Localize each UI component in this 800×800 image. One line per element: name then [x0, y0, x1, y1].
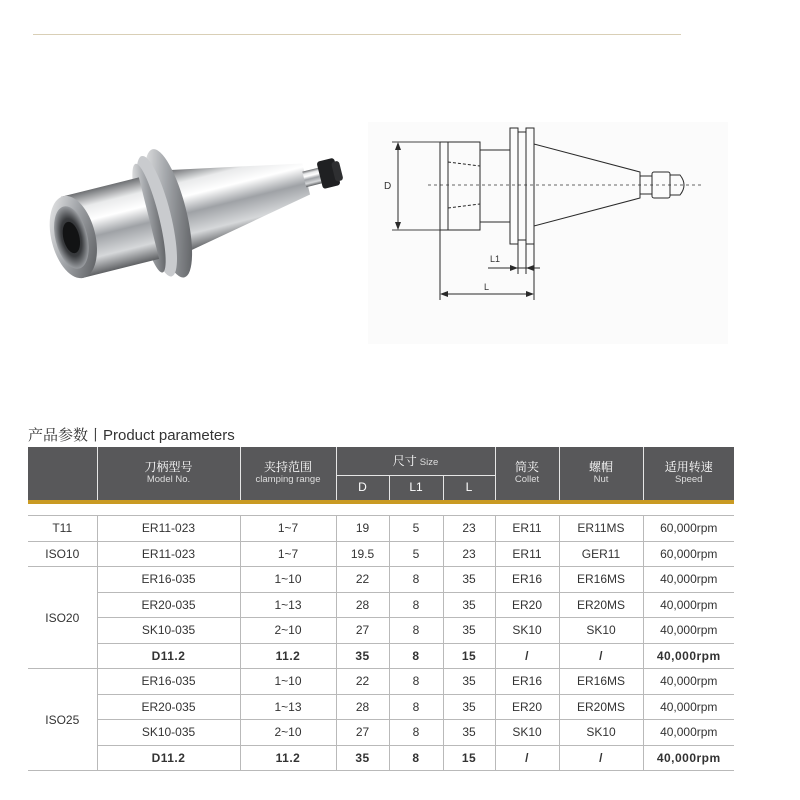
header-clamping-range: 夹持范围 clamping range — [240, 447, 336, 500]
collet-cell: ER11 — [495, 516, 559, 542]
tool-holder-photo — [28, 98, 356, 294]
header-l1: L1 — [389, 476, 443, 501]
l-cell: 35 — [443, 720, 495, 746]
l1-cell: 8 — [389, 669, 443, 695]
d-cell: 28 — [336, 592, 389, 618]
clamping-range-cell: 1~7 — [240, 541, 336, 567]
l1-cell: 8 — [389, 694, 443, 720]
drawing-svg — [368, 122, 728, 344]
table-row — [28, 541, 734, 567]
header-d: D — [336, 476, 389, 501]
header-model: 刀柄型号 Model No. — [97, 447, 240, 500]
model-cell: ER11-023 — [97, 516, 240, 542]
speed-cell: 60,000rpm — [643, 541, 734, 567]
model-cell: SK10-035 — [97, 720, 240, 746]
speed-cell: 40,000rpm — [643, 745, 734, 771]
l-cell: 35 — [443, 592, 495, 618]
model-cell: ER20-035 — [97, 592, 240, 618]
nut-cell: ER16MS — [559, 567, 643, 593]
d-cell: 35 — [336, 643, 389, 669]
speed-cell: 40,000rpm — [643, 618, 734, 644]
header-nut: 螺帽 Nut — [559, 447, 643, 500]
table-row — [28, 694, 734, 720]
speed-cell: 60,000rpm — [643, 516, 734, 542]
d-cell: 27 — [336, 618, 389, 644]
l1-cell: 8 — [389, 592, 443, 618]
l1-cell: 8 — [389, 567, 443, 593]
speed-cell: 40,000rpm — [643, 694, 734, 720]
collet-cell: ER16 — [495, 567, 559, 593]
nut-cell: / — [559, 745, 643, 771]
l1-cell: 8 — [389, 643, 443, 669]
group-name-cell: ISO20 — [28, 567, 97, 669]
nut-cell: ER11MS — [559, 516, 643, 542]
collet-cell: ER20 — [495, 694, 559, 720]
table-row — [28, 567, 734, 593]
speed-cell: 40,000rpm — [643, 643, 734, 669]
speed-cell: 40,000rpm — [643, 669, 734, 695]
collet-cell: ER11 — [495, 541, 559, 567]
l1-cell: 8 — [389, 720, 443, 746]
d-cell: 35 — [336, 745, 389, 771]
header-gap — [28, 504, 734, 516]
nut-cell: ER20MS — [559, 592, 643, 618]
l-cell: 35 — [443, 694, 495, 720]
collet-cell: SK10 — [495, 720, 559, 746]
clamping-range-cell: 1~13 — [240, 592, 336, 618]
nut-cell: / — [559, 643, 643, 669]
l-cell: 35 — [443, 618, 495, 644]
collet-cell: SK10 — [495, 618, 559, 644]
header-collet: 筒夹 Collet — [495, 447, 559, 500]
model-cell: D11.2 — [97, 643, 240, 669]
dim-d-label: D — [384, 181, 392, 192]
collet-cell: ER16 — [495, 669, 559, 695]
nut-cell: GER11 — [559, 541, 643, 567]
section-title: 产品参数丨Product parameters — [28, 427, 235, 444]
table-row — [28, 592, 734, 618]
clamping-range-cell: 1~7 — [240, 516, 336, 542]
l-cell: 35 — [443, 567, 495, 593]
model-cell: SK10-035 — [97, 618, 240, 644]
product-parameters-table — [28, 447, 734, 771]
d-cell: 19.5 — [336, 541, 389, 567]
header-l: L — [443, 476, 495, 501]
clamping-range-cell: 11.2 — [240, 643, 336, 669]
clamping-range-cell: 2~10 — [240, 618, 336, 644]
l1-cell: 5 — [389, 516, 443, 542]
nut-cell: ER20MS — [559, 694, 643, 720]
clamping-range-cell: 1~13 — [240, 694, 336, 720]
collet-cell: / — [495, 745, 559, 771]
speed-cell: 40,000rpm — [643, 567, 734, 593]
l-cell: 15 — [443, 745, 495, 771]
table-row — [28, 745, 734, 771]
speed-cell: 40,000rpm — [643, 592, 734, 618]
l-cell: 35 — [443, 669, 495, 695]
table-row — [28, 516, 734, 542]
dim-l-label: L — [484, 282, 490, 292]
table-row — [28, 669, 734, 695]
model-cell: ER20-035 — [97, 694, 240, 720]
group-name-cell: ISO25 — [28, 669, 97, 771]
dim-l1-label: L1 — [490, 254, 501, 264]
model-cell: ER16-035 — [97, 567, 240, 593]
model-cell: ER11-023 — [97, 541, 240, 567]
l-cell: 23 — [443, 516, 495, 542]
clamping-range-cell: 1~10 — [240, 567, 336, 593]
model-cell: D11.2 — [97, 745, 240, 771]
header-speed: 适用转速 Speed — [643, 447, 734, 500]
technical-drawing — [368, 122, 728, 344]
group-name-cell: T11 — [28, 516, 97, 542]
clamping-range-cell: 2~10 — [240, 720, 336, 746]
header-group-spacer — [28, 447, 97, 500]
d-cell: 27 — [336, 720, 389, 746]
d-cell: 19 — [336, 516, 389, 542]
nut-cell: SK10 — [559, 618, 643, 644]
nut-cell: ER16MS — [559, 669, 643, 695]
l1-cell: 8 — [389, 618, 443, 644]
l1-cell: 8 — [389, 745, 443, 771]
table-row — [28, 720, 734, 746]
table-row — [28, 618, 734, 644]
clamping-range-cell: 1~10 — [240, 669, 336, 695]
nut-cell: SK10 — [559, 720, 643, 746]
collet-cell: / — [495, 643, 559, 669]
d-cell: 28 — [336, 694, 389, 720]
table-row — [28, 643, 734, 669]
l1-cell: 5 — [389, 541, 443, 567]
collet-cell: ER20 — [495, 592, 559, 618]
d-cell: 22 — [336, 669, 389, 695]
model-cell: ER16-035 — [97, 669, 240, 695]
group-name-cell: ISO10 — [28, 541, 97, 567]
l-cell: 23 — [443, 541, 495, 567]
clamping-range-cell: 11.2 — [240, 745, 336, 771]
d-cell: 22 — [336, 567, 389, 593]
top-divider — [33, 34, 681, 35]
l-cell: 15 — [443, 643, 495, 669]
header-size: 尺寸 Size — [336, 447, 495, 476]
speed-cell: 40,000rpm — [643, 720, 734, 746]
